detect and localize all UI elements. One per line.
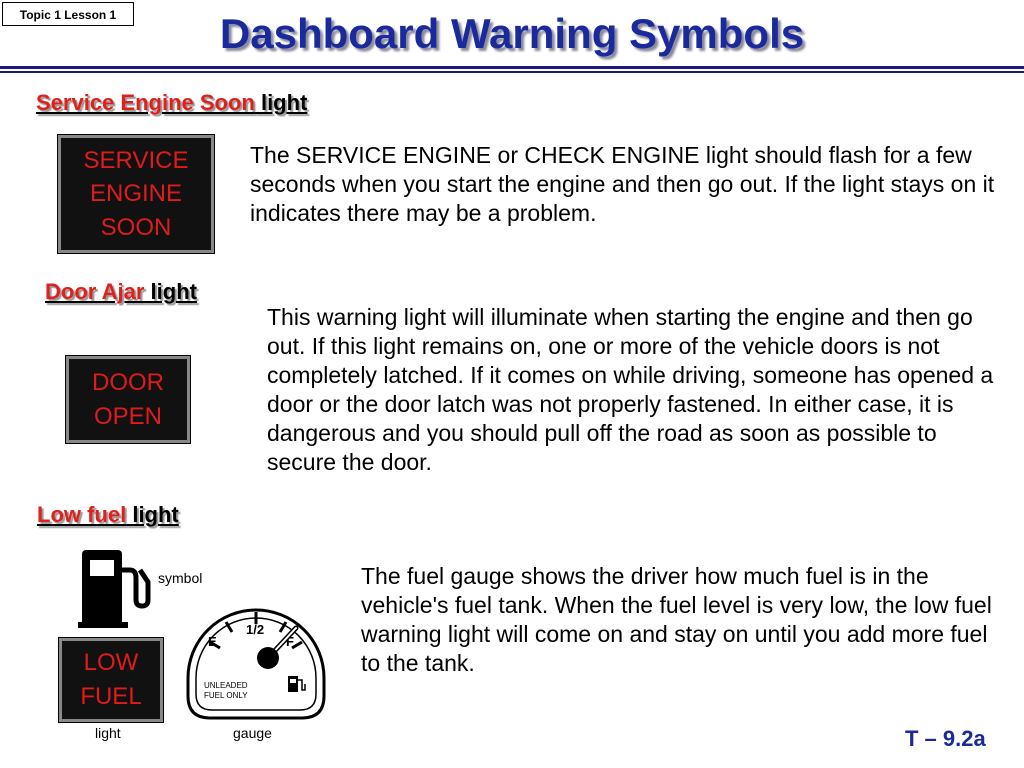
gauge-empty-label: E [208, 634, 217, 649]
fuel-pump-icon [76, 548, 154, 630]
door-open-lamp-line-2: OPEN [93, 402, 162, 430]
fuel-symbol-caption: symbol [158, 570, 203, 586]
service-engine-heading-black: light [254, 90, 308, 115]
low-fuel-heading-red: Low fuel [37, 502, 127, 527]
service-engine-lamp-line-3: SOON [100, 213, 172, 241]
service-engine-lamp-line-2: ENGINE [89, 180, 182, 208]
door-ajar-heading [45, 279, 197, 305]
door-open-lamp-line-1: DOOR [92, 368, 164, 396]
service-engine-heading [36, 90, 307, 116]
gauge-unleaded-label: UNLEADED [204, 681, 248, 690]
door-ajar-heading-red: Door Ajar [45, 279, 145, 304]
low-fuel-lamp [59, 638, 163, 722]
slide-code: T – 9.2a [905, 726, 986, 751]
title-divider-top [0, 66, 1024, 69]
title-divider-bottom [0, 71, 1024, 73]
low-fuel-lamp-line-1: LOW [83, 649, 139, 677]
topic-label: Topic 1 Lesson 1 [2, 2, 134, 26]
low-fuel-lamp-line-2: FUEL [80, 683, 142, 710]
door-ajar-heading-black: light [144, 279, 197, 304]
low-fuel-paragraph: The fuel gauge shows the driver how much fuel is in the vehicle's fuel tank. When the fuel level is very low, the low fuel warning light will come on and stay on until you add more fuel to the tank. [361, 563, 992, 676]
fuel-gauge-icon [180, 592, 332, 722]
low-fuel-heading-black: light [126, 502, 179, 527]
gauge-fuel-only-label: FUEL ONLY [204, 691, 248, 700]
fuel-light-caption: light [95, 725, 121, 741]
gauge-half-label: 1/2 [246, 622, 265, 637]
service-engine-heading-red: Service Engine Soon [36, 90, 255, 115]
service-engine-paragraph: The SERVICE ENGINE or CHECK ENGINE light should flash for a few seconds when you start the engine and then go out. If the light stays on it indicates there may be a problem. [250, 142, 995, 226]
gauge-full-label: F [286, 634, 294, 649]
low-fuel-heading [37, 502, 179, 528]
service-engine-lamp-line-1: SERVICE [83, 146, 189, 174]
page-title: Dashboard Warning Symbols [219, 10, 805, 57]
service-engine-lamp [58, 135, 214, 253]
fuel-gauge-caption: gauge [233, 725, 272, 741]
door-open-lamp [66, 356, 190, 443]
door-ajar-paragraph: This warning light will illuminate when starting the engine and then go out. If this light remains on, one or more of the vehicle doors is not completely latched. If it comes on while driving, someone has opened a door or the door latch was not properly fastened. In either case, it is dangerous and you should pull off the road as soon as possible to secure the door. [267, 304, 994, 475]
